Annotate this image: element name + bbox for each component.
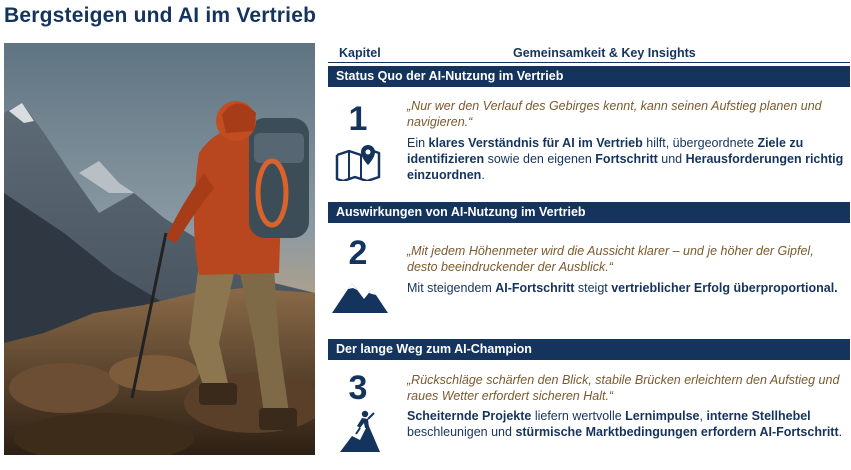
- body-text-run: ,: [699, 409, 707, 423]
- body-text-run: steigt: [574, 281, 612, 295]
- hero-photo: [4, 43, 315, 455]
- header-insights: Gemeinsamkeit & Key Insights: [513, 46, 696, 60]
- map-pin-icon: [334, 143, 382, 186]
- body-text-run: beschleunigen und: [407, 425, 516, 439]
- body-text-run: .: [481, 168, 485, 182]
- body-text-run: liefern wertvolle: [531, 409, 626, 423]
- section-2-number: 2: [348, 234, 368, 272]
- header-kapitel: Kapitel: [339, 46, 381, 60]
- body-text-run: hilft, übergeordnete: [642, 136, 758, 150]
- body-text-run: .: [838, 425, 843, 439]
- climber-icon: [338, 410, 382, 457]
- section-3-title: Der lange Weg zum AI-Champion: [328, 339, 850, 360]
- mountain-icon: [330, 275, 390, 320]
- body-emphasis: Ziele zu identifizieren: [407, 136, 804, 166]
- section-1-number: 1: [348, 100, 368, 138]
- body-emphasis: Fortschritt: [595, 152, 658, 166]
- section-2-quote: „Mit jedem Höhenmeter wird die Aussicht klarer – und je höher der Gipfel, desto beeindruckender der Ausblick.“: [407, 244, 814, 274]
- section-2-body: [407, 280, 847, 296]
- section-2-title: Auswirkungen von AI-Nutzung im Vertrieb: [328, 202, 850, 223]
- body-emphasis: Herausforderungen richtig einzuordnen: [407, 152, 844, 182]
- body-text-run: Ein: [407, 136, 429, 150]
- section-3-body: [407, 408, 847, 440]
- section-1-title: Status Quo der AI-Nutzung im Vertrieb: [328, 66, 850, 87]
- section-1-quote: „Nur wer den Verlauf des Gebirges kennt, kann seinen Aufstieg planen und navigieren.“: [407, 99, 822, 129]
- body-emphasis: vertrieblicher Erfolg überproportional.: [611, 281, 838, 295]
- body-emphasis: klares Verständnis für AI im Vertrieb: [428, 136, 643, 150]
- body-emphasis: Lernimpulse: [625, 409, 700, 423]
- section-1-body: [407, 135, 847, 183]
- mountaineer-image: [4, 43, 315, 455]
- page-title: Bergsteigen und AI im Vertrieb: [4, 4, 317, 27]
- body-emphasis: stürmische Marktbedingungen erfordern AI-Fortschritt: [515, 425, 839, 439]
- body-text-run: sowie den eigenen: [484, 152, 596, 166]
- body-text-run: Mit steigendem: [407, 281, 496, 295]
- body-emphasis: Scheiternde Projekte: [407, 409, 532, 423]
- body-emphasis: interne Stellhebel: [706, 409, 811, 423]
- body-text-run: und: [657, 152, 686, 166]
- section-3-number: 3: [348, 369, 368, 407]
- body-emphasis: AI-Fortschritt: [495, 281, 575, 295]
- section-3-quote: „Rückschläge schärfen den Blick, stabile Brücken erleichtern den Aufstieg und raues Wetter erfordert sicheren Halt.“: [407, 373, 840, 403]
- column-headers: [328, 45, 850, 63]
